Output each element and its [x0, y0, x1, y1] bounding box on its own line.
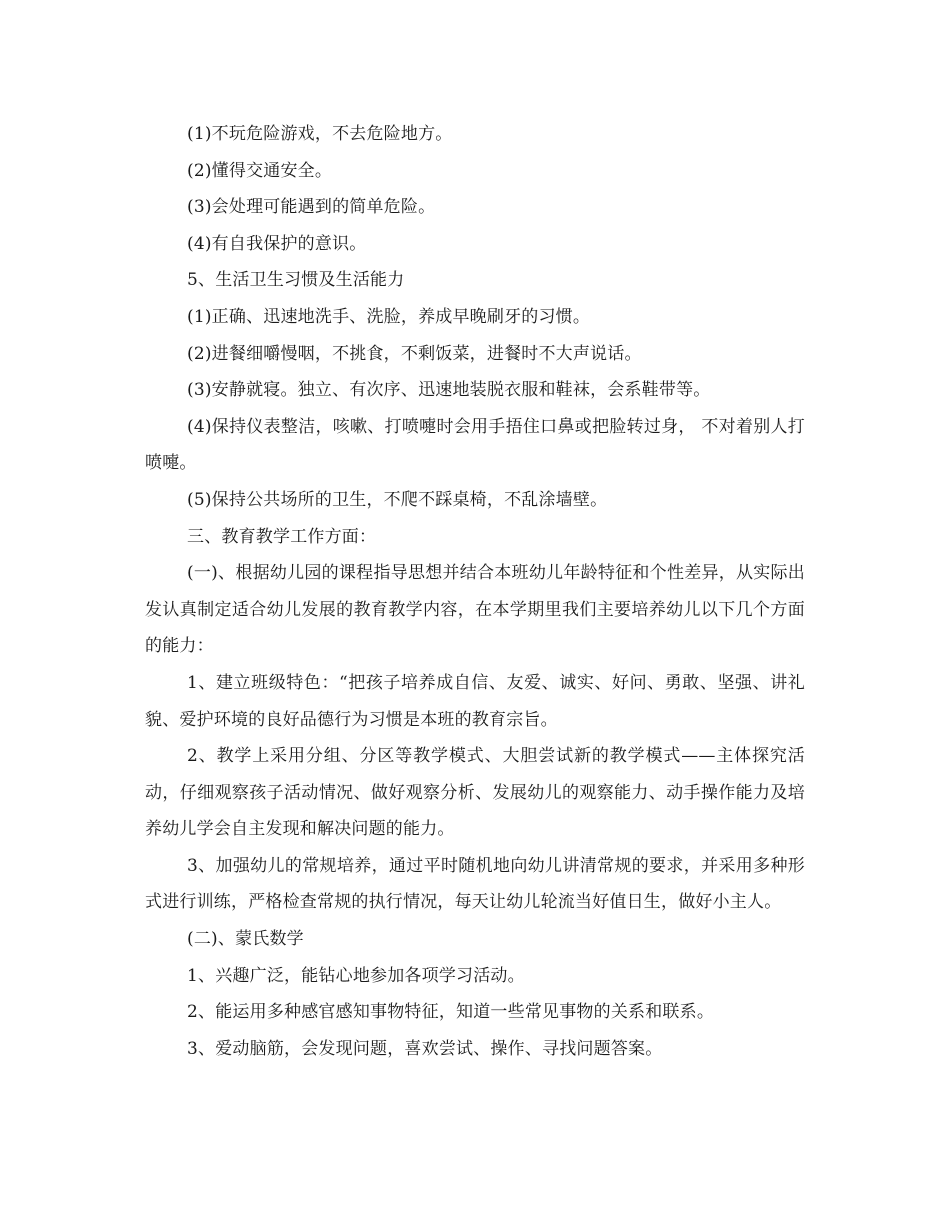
section-heading-math: (二)、蒙氏数学: [187, 929, 304, 950]
paragraph-math-3: 3、爱动脑筋，会发现问题，喜欢尝试、操作、寻找问题答案。: [187, 1038, 663, 1059]
section-heading-hygiene: 5、生活卫生习惯及生活能力: [187, 270, 405, 291]
paragraph-teaching-3: 3、加强幼儿的常规培养，通过平时随机地向幼儿讲清常规的要求，并采用多种形式进行训练，严格检查常规的执行情况，每天让幼儿轮流当好值日生，做好小主人。: [145, 855, 805, 913]
document-body: [145, 116, 805, 1067]
paragraph-teaching-2: 2、教学上采用分组、分区等教学模式、大胆尝试新的教学模式——主体探究活动，仔细观察孩子活动情况、做好观察分析、发展幼儿的观察能力、动手操作能力及培养幼儿学会自主发现和解决问题的能力。: [145, 746, 805, 840]
paragraph-safety-2: (2)懂得交通安全。: [187, 160, 333, 181]
paragraph-hygiene-5: (5)保持公共场所的卫生，不爬不踩桌椅，不乱涂墙壁。: [187, 489, 608, 510]
paragraph-math-2: 2、能运用多种感官感知事物特征，知道一些常见事物的关系和联系。: [187, 1002, 715, 1023]
paragraph-teaching-intro: (一)、根据幼儿园的课程指导思想并结合本班幼儿年龄特征和个性差异，从实际出发认真制定适合幼儿发展的教育教学内容，在本学期里我们主要培养幼儿以下几个方面的能力：: [145, 563, 805, 657]
paragraph-hygiene-1: (1)正确、迅速地洗手、洗脸，养成早晚刷牙的习惯。: [187, 306, 591, 327]
paragraph-safety-4: (4)有自我保护的意识。: [187, 233, 367, 254]
paragraph-hygiene-3: (3)安静就寝。独立、有次序、迅速地装脱衣服和鞋袜，会系鞋带等。: [187, 380, 711, 401]
paragraph-safety-3: (3)会处理可能遇到的简单危险。: [187, 197, 436, 218]
paragraph-math-1: 1、兴趣广泛，能钻心地参加各项学习活动。: [187, 965, 525, 986]
paragraph-safety-1: (1)不玩危险游戏，不去危险地方。: [187, 124, 453, 144]
paragraph-hygiene-2: (2)进餐细嚼慢咽，不挑食，不剩饭菜，进餐时不大声说话。: [187, 343, 642, 364]
paragraph-teaching-1: 1、建立班级特色：“把孩子培养成自信、友爱、诚实、好问、勇敢、坚强、讲礼貌、爱护环境的良好品德行为习惯是本班的教育宗旨。: [145, 672, 805, 730]
paragraph-hygiene-4: (4)保持仪表整洁，咳嗽、打喷嚏时会用手捂住口鼻或把脸转过身， 不对着别人打喷嚏。: [145, 416, 805, 474]
section-heading-teaching: 三、教育教学工作方面：: [187, 526, 377, 547]
